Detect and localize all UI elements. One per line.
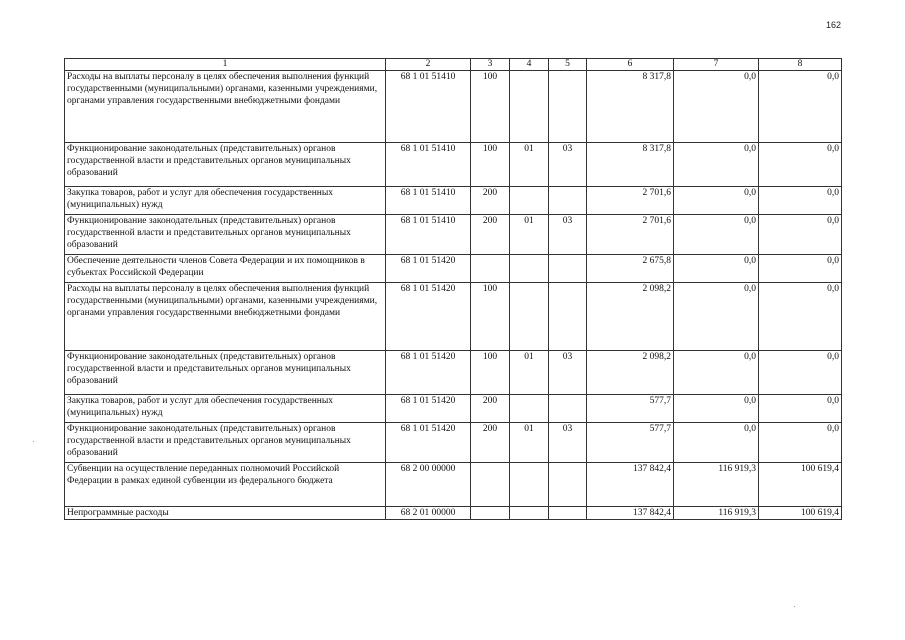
row-vr: 200	[471, 187, 510, 215]
table-row	[65, 423, 842, 463]
row-name: Обеспечение деятельности членов Совета Федерации и их помощников в субъектах Российской Федерации	[65, 255, 386, 283]
header-cell: 3	[471, 59, 510, 71]
row-vr	[471, 463, 510, 507]
row-csr: 68 2 00 00000	[386, 463, 471, 507]
row-value-2: 0,0	[674, 187, 759, 215]
row-value-1: 2 675,8	[587, 255, 674, 283]
row-value-3: 0,0	[759, 187, 842, 215]
row-value-2: 0,0	[674, 283, 759, 351]
row-value-3: 0,0	[759, 395, 842, 423]
table-row	[65, 395, 842, 423]
row-name: Функционирование законодательных (представительных) органов государственной власти и представительных органов муниципальных образований	[65, 423, 386, 463]
row-value-3: 0,0	[759, 71, 842, 143]
row-name: Непрограммные расходы	[65, 507, 386, 520]
row-rz	[510, 507, 549, 520]
row-value-1: 2 098,2	[587, 351, 674, 395]
row-value-3: 100 619,4	[759, 463, 842, 507]
row-value-2: 0,0	[674, 215, 759, 255]
row-pr: 03	[549, 423, 587, 463]
row-rz	[510, 255, 549, 283]
row-value-2: 0,0	[674, 423, 759, 463]
table-row	[65, 463, 842, 507]
row-value-1: 8 317,8	[587, 71, 674, 143]
row-pr	[549, 395, 587, 423]
row-pr	[549, 507, 587, 520]
header-row	[65, 59, 842, 71]
header-cell: 5	[549, 59, 587, 71]
row-value-1: 8 317,8	[587, 143, 674, 187]
row-value-2: 0,0	[674, 255, 759, 283]
header-cell: 6	[587, 59, 674, 71]
row-rz	[510, 187, 549, 215]
table-row	[65, 351, 842, 395]
row-vr	[471, 507, 510, 520]
row-value-3: 0,0	[759, 255, 842, 283]
row-value-1: 577,7	[587, 395, 674, 423]
row-value-3: 0,0	[759, 143, 842, 187]
row-value-2: 116 919,3	[674, 507, 759, 520]
row-value-2: 0,0	[674, 351, 759, 395]
header-cell: 2	[386, 59, 471, 71]
header-cell: 8	[759, 59, 842, 71]
row-name: Закупка товаров, работ и услуг для обеспечения государственных (муниципальных) нужд	[65, 187, 386, 215]
row-value-2: 0,0	[674, 395, 759, 423]
table-row	[65, 187, 842, 215]
row-value-1: 137 842,4	[587, 507, 674, 520]
row-value-2: 0,0	[674, 71, 759, 143]
row-name: Субвенции на осуществление переданных полномочий Российской Федерации в рамках единой субвенции из федерального бюджета	[65, 463, 386, 507]
row-value-2: 116 919,3	[674, 463, 759, 507]
row-csr: 68 1 01 51420	[386, 395, 471, 423]
row-pr: 03	[549, 143, 587, 187]
row-pr	[549, 71, 587, 143]
row-name: Функционирование законодательных (представительных) органов государственной власти и представительных органов муниципальных образований	[65, 351, 386, 395]
page-number: 162	[826, 20, 842, 30]
row-csr: 68 1 01 51410	[386, 187, 471, 215]
row-vr: 100	[471, 283, 510, 351]
table-row	[65, 143, 842, 187]
row-csr: 68 1 01 51410	[386, 143, 471, 187]
row-value-3: 0,0	[759, 423, 842, 463]
row-pr	[549, 255, 587, 283]
table-row	[65, 507, 842, 520]
row-pr	[549, 187, 587, 215]
row-csr: 68 1 01 51410	[386, 71, 471, 143]
row-name: Функционирование законодательных (представительных) органов государственной власти и представительных органов муниципальных образований	[65, 143, 386, 187]
row-csr: 68 1 01 51420	[386, 283, 471, 351]
table-row	[65, 255, 842, 283]
table-row	[65, 71, 842, 143]
row-rz: 01	[510, 423, 549, 463]
row-value-1: 577,7	[587, 423, 674, 463]
row-value-3: 0,0	[759, 215, 842, 255]
row-rz	[510, 283, 549, 351]
row-rz: 01	[510, 351, 549, 395]
row-pr: 03	[549, 351, 587, 395]
row-rz	[510, 463, 549, 507]
scan-speck	[33, 441, 34, 442]
row-csr: 68 2 01 00000	[386, 507, 471, 520]
row-rz	[510, 395, 549, 423]
row-pr	[549, 463, 587, 507]
table-row	[65, 215, 842, 255]
header-cell: 4	[510, 59, 549, 71]
row-vr: 200	[471, 215, 510, 255]
row-pr	[549, 283, 587, 351]
row-rz: 01	[510, 143, 549, 187]
row-csr: 68 1 01 51420	[386, 255, 471, 283]
row-value-3: 100 619,4	[759, 507, 842, 520]
row-rz	[510, 71, 549, 143]
row-vr	[471, 255, 510, 283]
row-vr: 100	[471, 143, 510, 187]
row-name: Функционирование законодательных (представительных) органов государственной власти и представительных органов муниципальных образований	[65, 215, 386, 255]
row-name: Закупка товаров, работ и услуг для обеспечения государственных (муниципальных) нужд	[65, 395, 386, 423]
row-name: Расходы на выплаты персоналу в целях обеспечения выполнения функций государственными (муниципальными) органами, казенными учреждениями, органами управления государственными внебюджетными фондами	[65, 283, 386, 351]
table-row	[65, 283, 842, 351]
row-vr: 100	[471, 351, 510, 395]
header-cell: 1	[65, 59, 386, 71]
row-rz: 01	[510, 215, 549, 255]
row-vr: 200	[471, 395, 510, 423]
scan-speck	[794, 606, 795, 607]
row-value-3: 0,0	[759, 283, 842, 351]
row-vr: 200	[471, 423, 510, 463]
budget-table	[64, 58, 842, 520]
row-value-1: 2 701,6	[587, 215, 674, 255]
header-cell: 7	[674, 59, 759, 71]
row-pr: 03	[549, 215, 587, 255]
row-name: Расходы на выплаты персоналу в целях обеспечения выполнения функций государственными (муниципальными) органами, казенными учреждениями, органами управления государственными внебюджетными фондами	[65, 71, 386, 143]
row-value-1: 2 098,2	[587, 283, 674, 351]
row-csr: 68 1 01 51410	[386, 215, 471, 255]
row-csr: 68 1 01 51420	[386, 351, 471, 395]
row-vr: 100	[471, 71, 510, 143]
row-value-1: 137 842,4	[587, 463, 674, 507]
row-value-3: 0,0	[759, 351, 842, 395]
row-value-2: 0,0	[674, 143, 759, 187]
row-csr: 68 1 01 51420	[386, 423, 471, 463]
row-value-1: 2 701,6	[587, 187, 674, 215]
